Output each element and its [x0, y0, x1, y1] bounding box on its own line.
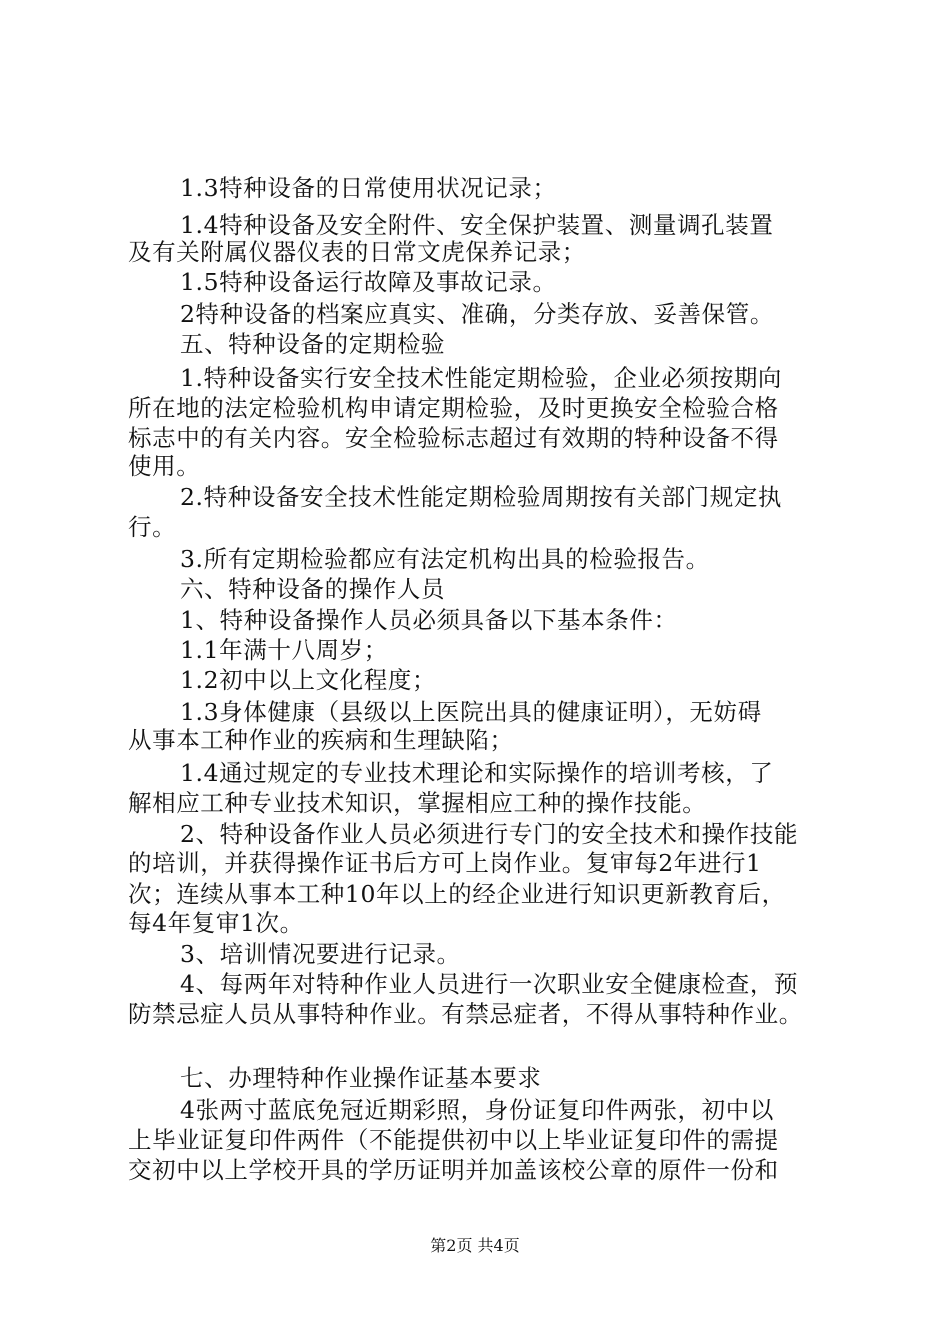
text-line: 1.5特种设备运行故障及事故记录。	[180, 268, 557, 296]
page-number-footer: 第2页 共4页	[430, 1236, 520, 1255]
text-line: 4、每两年对特种作业人员进行一次职业安全健康检查，预	[180, 970, 799, 998]
text-line: 1.4通过规定的专业技术理论和实际操作的培训考核，了	[180, 759, 774, 787]
text-line: 及有关附属仪器仪表的日常文虎保养记录；	[128, 238, 586, 266]
section-heading: 六、特种设备的操作人员	[180, 575, 446, 603]
text-line: 4张两寸蓝底免冠近期彩照，身份证复印件两张，初中以	[180, 1096, 774, 1124]
text-line: 行。	[128, 513, 177, 541]
text-line: 次；连续从事本工种10年以上的经企业进行知识更新教育后，	[128, 880, 786, 908]
text-line: 3.所有定期检验都应有法定机构出具的检验报告。	[180, 545, 710, 573]
text-line: 每4年复审1次。	[128, 909, 304, 937]
text-line: 从事本工种作业的疾病和生理缺陷；	[128, 726, 514, 754]
section-heading: 七、办理特种作业操作证基本要求	[180, 1064, 542, 1092]
text-line: 1.2初中以上文化程度；	[180, 666, 437, 694]
text-line: 1.3特种设备的日常使用状况记录；	[180, 174, 557, 202]
text-line: 1.3身体健康（县级以上医院出具的健康证明），无妨碍	[180, 698, 762, 726]
section-heading: 五、特种设备的定期检验	[180, 330, 446, 358]
text-line: 所在地的法定检验机构申请定期检验，及时更换安全检验合格	[128, 394, 779, 422]
text-line: 上毕业证复印件两件（不能提供初中以上毕业证复印件的需提	[128, 1126, 779, 1154]
text-line: 防禁忌症人员从事特种作业。有禁忌症者，不得从事特种作业。	[128, 1000, 803, 1028]
text-line: 2、特种设备作业人员必须进行专门的安全技术和操作技能	[180, 820, 799, 848]
text-line: 标志中的有关内容。安全检验标志超过有效期的特种设备不得	[128, 424, 779, 452]
text-line: 2.特种设备安全技术性能定期检验周期按有关部门规定执	[180, 483, 783, 511]
text-line: 解相应工种专业技术知识，掌握相应工种的操作技能。	[128, 789, 707, 817]
text-line: 3、培训情况要进行记录。	[180, 940, 461, 968]
text-line: 1.1年满十八周岁；	[180, 636, 388, 664]
text-line: 交初中以上学校开具的学历证明并加盖该校公章的原件一份和	[128, 1156, 779, 1184]
text-line: 1.4特种设备及安全附件、安全保护装置、测量调孔装置	[180, 211, 774, 239]
text-line: 1.特种设备实行安全技术性能定期检验，企业必须按期向	[180, 364, 783, 392]
text-line: 2特种设备的档案应真实、准确，分类存放、妥善保管。	[180, 300, 774, 328]
text-line: 1、特种设备操作人员必须具备以下基本条件：	[180, 606, 678, 634]
text-line: 的培训，并获得操作证书后方可上岗作业。复审每2年进行1	[128, 849, 762, 877]
text-line: 使用。	[128, 452, 201, 480]
